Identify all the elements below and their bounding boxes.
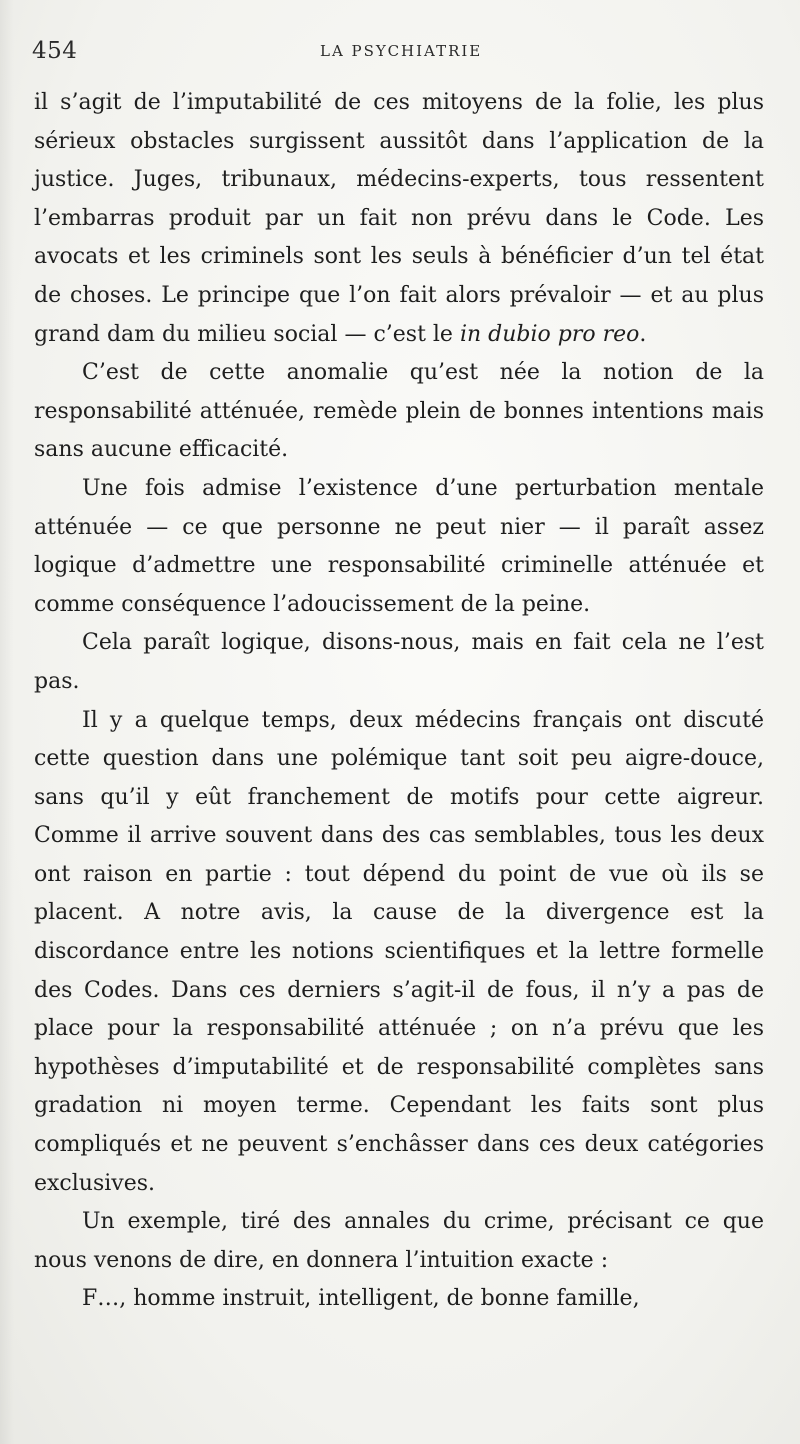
page-number: 454	[32, 38, 78, 64]
paragraph-6: Un exemple, tiré des annales du crime, précisant ce que nous venons de dire, en donnera l’intuition exacte :	[34, 1209, 764, 1273]
paragraph-1-italic: in dubio pro reo	[459, 321, 640, 347]
paragraph-4: Cela paraît logique, disons-nous, mais en fait cela ne l’est pas.	[34, 630, 764, 694]
scan-edge-shadow	[0, 0, 14, 1444]
page-header	[30, 38, 770, 68]
paragraph-3: Une fois admise l’existence d’une perturbation mentale atténuée — ce que personne ne peut nier — il paraît assez logique d’admettre une responsabilité criminelle atténuée et comme conséquence l’adoucissement de la peine.	[34, 475, 764, 617]
paragraph-7: F…, homme instruit, intelligent, de bonne famille,	[82, 1286, 640, 1312]
running-title: LA PSYCHIATRIE	[320, 42, 483, 60]
paragraph-1-after: .	[639, 321, 647, 347]
paragraph-5: Il y a quelque temps, deux médecins français ont discuté cette question dans une polémique tant soit peu aigre-douce, sans qu’il y eût franchement de motifs pour cette aigreur. Comme il arrive souvent dans des cas semblables, tous les deux ont raison en partie : tout dépend du point de vue où ils se placent. A notre avis, la cause de la divergence est la discordance entre les notions scientifiques et la lettre formelle des Codes. Dans ces derniers s’agit-il de fous, il n’y a pas de place pour la responsabilité atténuée ; on n’a prévu que les hypothèses d’imputabilité et de responsabilité complètes sans gradation ni moyen terme. Cependant les faits sont plus compliqués et ne peuvent s’enchâsser dans ces deux catégories exclusives.	[34, 707, 764, 1196]
paragraph-2: C’est de cette anomalie qu’est née la notion de la responsabilité atténuée, remède plein de bonnes intentions mais sans aucune efficacité.	[34, 360, 764, 463]
paragraph-1	[34, 84, 764, 354]
body-text	[34, 84, 764, 1319]
paragraph-1-text: il s’agit de l’imputabilité de ces mitoyens de la folie, les plus sérieux obstacles surgissent aussitôt dans l’application de la justice. Juges, tribunaux, médecins-experts, tous ressentent l’embarras produit par un fait non prévu dans le Code. Les avocats et les criminels sont les seuls à bénéficier d’un tel état de choses. Le principe que l’on fait alors prévaloir — et au plus grand dam du milieu social — c’est le	[34, 90, 764, 347]
